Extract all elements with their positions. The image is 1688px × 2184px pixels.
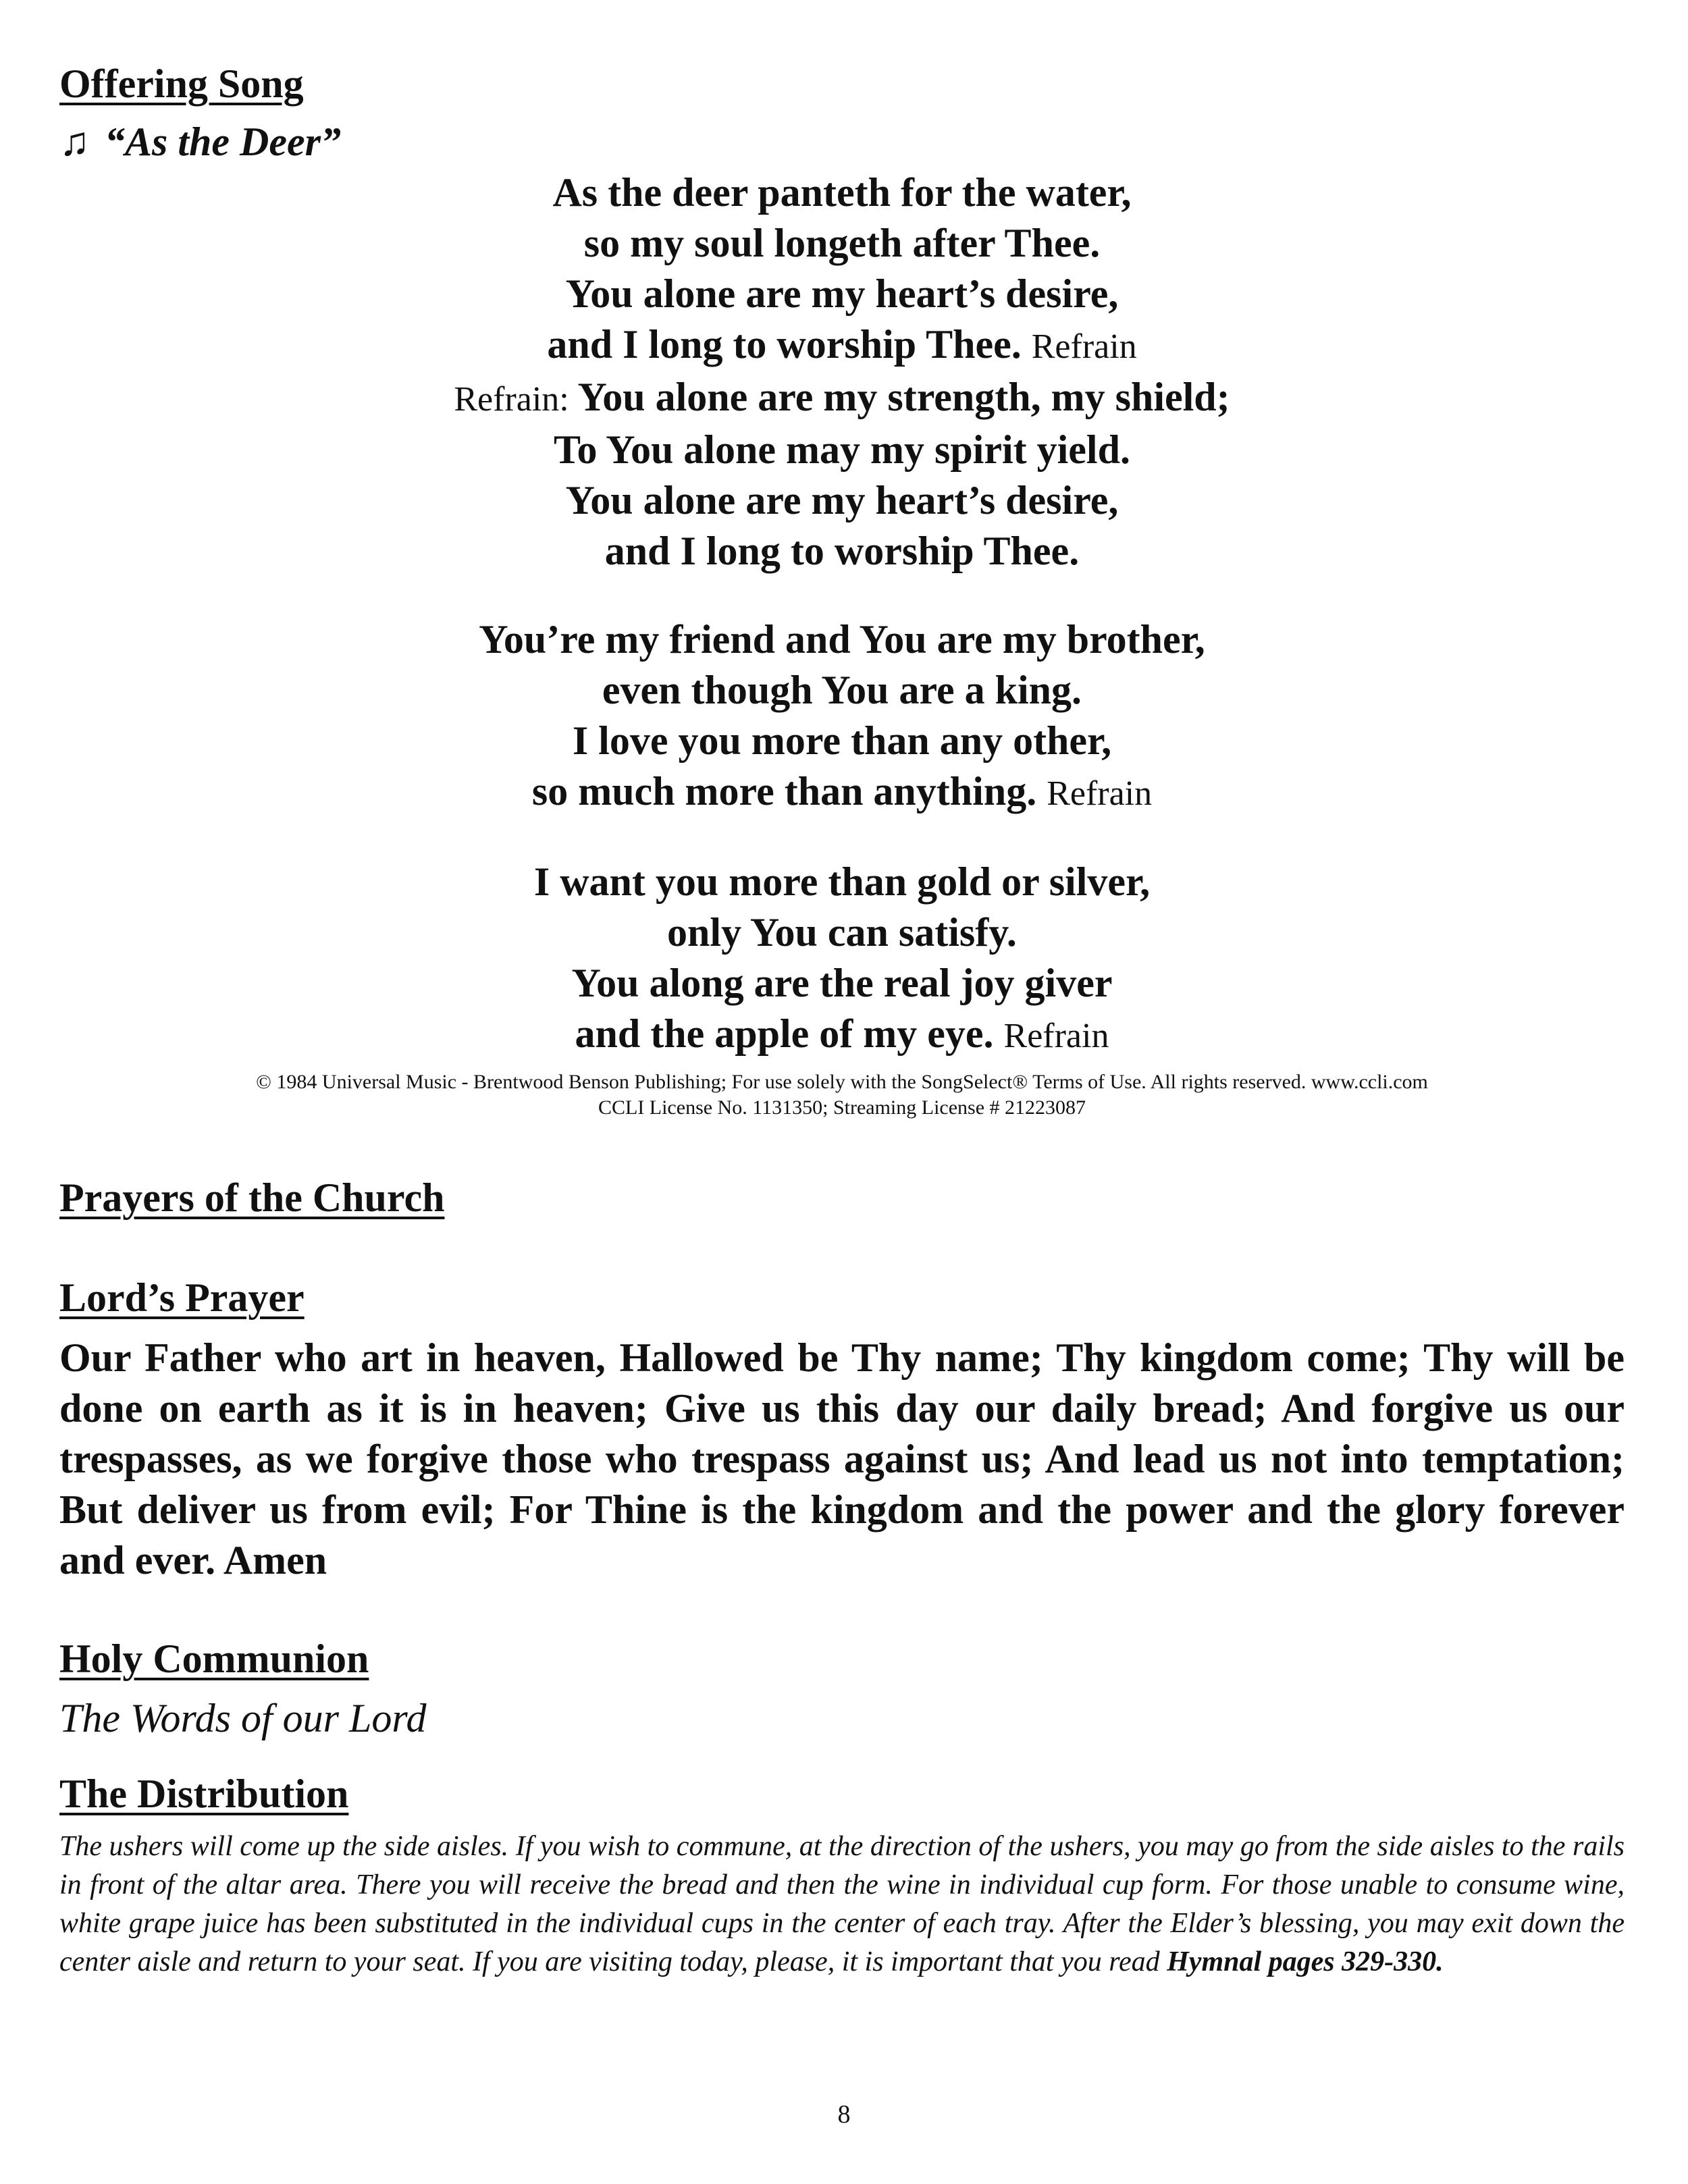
lyric-line: I love you more than any other, [572, 718, 1112, 763]
words-of-our-lord: The Words of our Lord [59, 1696, 427, 1740]
refrain-tag: Refrain [1003, 1017, 1109, 1055]
distribution-instructions [59, 1828, 1625, 1981]
lords-prayer-heading: Lord’s Prayer [59, 1275, 305, 1320]
page-number: 8 [837, 2100, 851, 2129]
stanza-3 [59, 857, 1625, 1061]
copyright-notice [59, 1069, 1625, 1121]
distribution-heading: The Distribution [59, 1772, 349, 1816]
lyric-line: You along are the real joy giver [571, 961, 1113, 1005]
lyric-line: You alone are my heart’s desire, [565, 271, 1119, 316]
lyric-line: so my soul longeth after Thee. [583, 221, 1101, 265]
music-note-icon: ♫ [59, 119, 90, 164]
lyric-line: You alone are my heart’s desire, [565, 478, 1119, 523]
stanza-2 [59, 614, 1625, 819]
hymnal-reference: Hymnal pages 329-330. [1167, 1946, 1444, 1977]
bulletin-page [59, 59, 1625, 1981]
lyric-line: and the apple of my eye. Refrain [575, 1011, 1109, 1056]
lyric-line: so much more than anything. Refrain [531, 769, 1153, 814]
lyric-line: As the deer panteth for the water, [552, 170, 1132, 215]
stanza-1 [59, 167, 1625, 372]
lyric-line: and I long to worship Thee. Refrain [547, 322, 1137, 367]
song-title-text: “As the Deer” [105, 119, 341, 164]
lyric-line: I want you more than gold or silver, [533, 859, 1151, 904]
copyright-line: © 1984 Universal Music - Brentwood Benson Publishing; For use solely with the SongSelect® Terms of Use. All rights reserved. www.ccli.com [256, 1071, 1428, 1093]
holy-communion-heading: Holy Communion [59, 1636, 369, 1681]
lyric-line: and I long to worship Thee. [604, 529, 1080, 573]
lyric-line: only You can satisfy. [667, 910, 1017, 955]
refrain-stanza [59, 372, 1625, 577]
lyric-line: even though You are a king. [602, 668, 1082, 712]
lyric-line: Refrain: You alone are my strength, my shield; [454, 375, 1230, 419]
song-title [59, 117, 1625, 166]
offering-song-heading: Offering Song [59, 61, 304, 106]
license-line: CCLI License No. 1131350; Streaming License # 21223087 [598, 1096, 1086, 1119]
lords-prayer-text: Our Father who art in heaven, Hallowed be Thy name; Thy kingdom come; Thy will be done on earth as it is in heaven; Give us this day our daily bread; And forgive us our trespasses, as we forgive those who trespass against us; And lead us not into temptation; But deliver us from evil; For Thine is the kingdom and the power and the glory forever and ever. Amen [59, 1335, 1625, 1582]
distribution-text: The ushers will come up the side aisles. If you wish to commune, at the direction of the ushers, you may go from the side aisles to the rails in front of the altar area. There you will receive the bread and then the wine in individual cup form. For those unable to consume wine, white grape juice has been substituted in the individual cups in the center of each tray. After the Elder’s blessing, you may exit down the center aisle and return to your seat. If you are visiting today, please, it is important that you read [59, 1831, 1625, 1977]
refrain-label: Refrain: [454, 380, 569, 419]
prayers-heading: Prayers of the Church [59, 1175, 445, 1220]
lyric-line: You’re my friend and You are my brother, [479, 617, 1205, 662]
refrain-tag: Refrain [1047, 774, 1153, 813]
refrain-tag: Refrain [1031, 327, 1137, 366]
lyric-line: To You alone may my spirit yield. [554, 427, 1130, 472]
